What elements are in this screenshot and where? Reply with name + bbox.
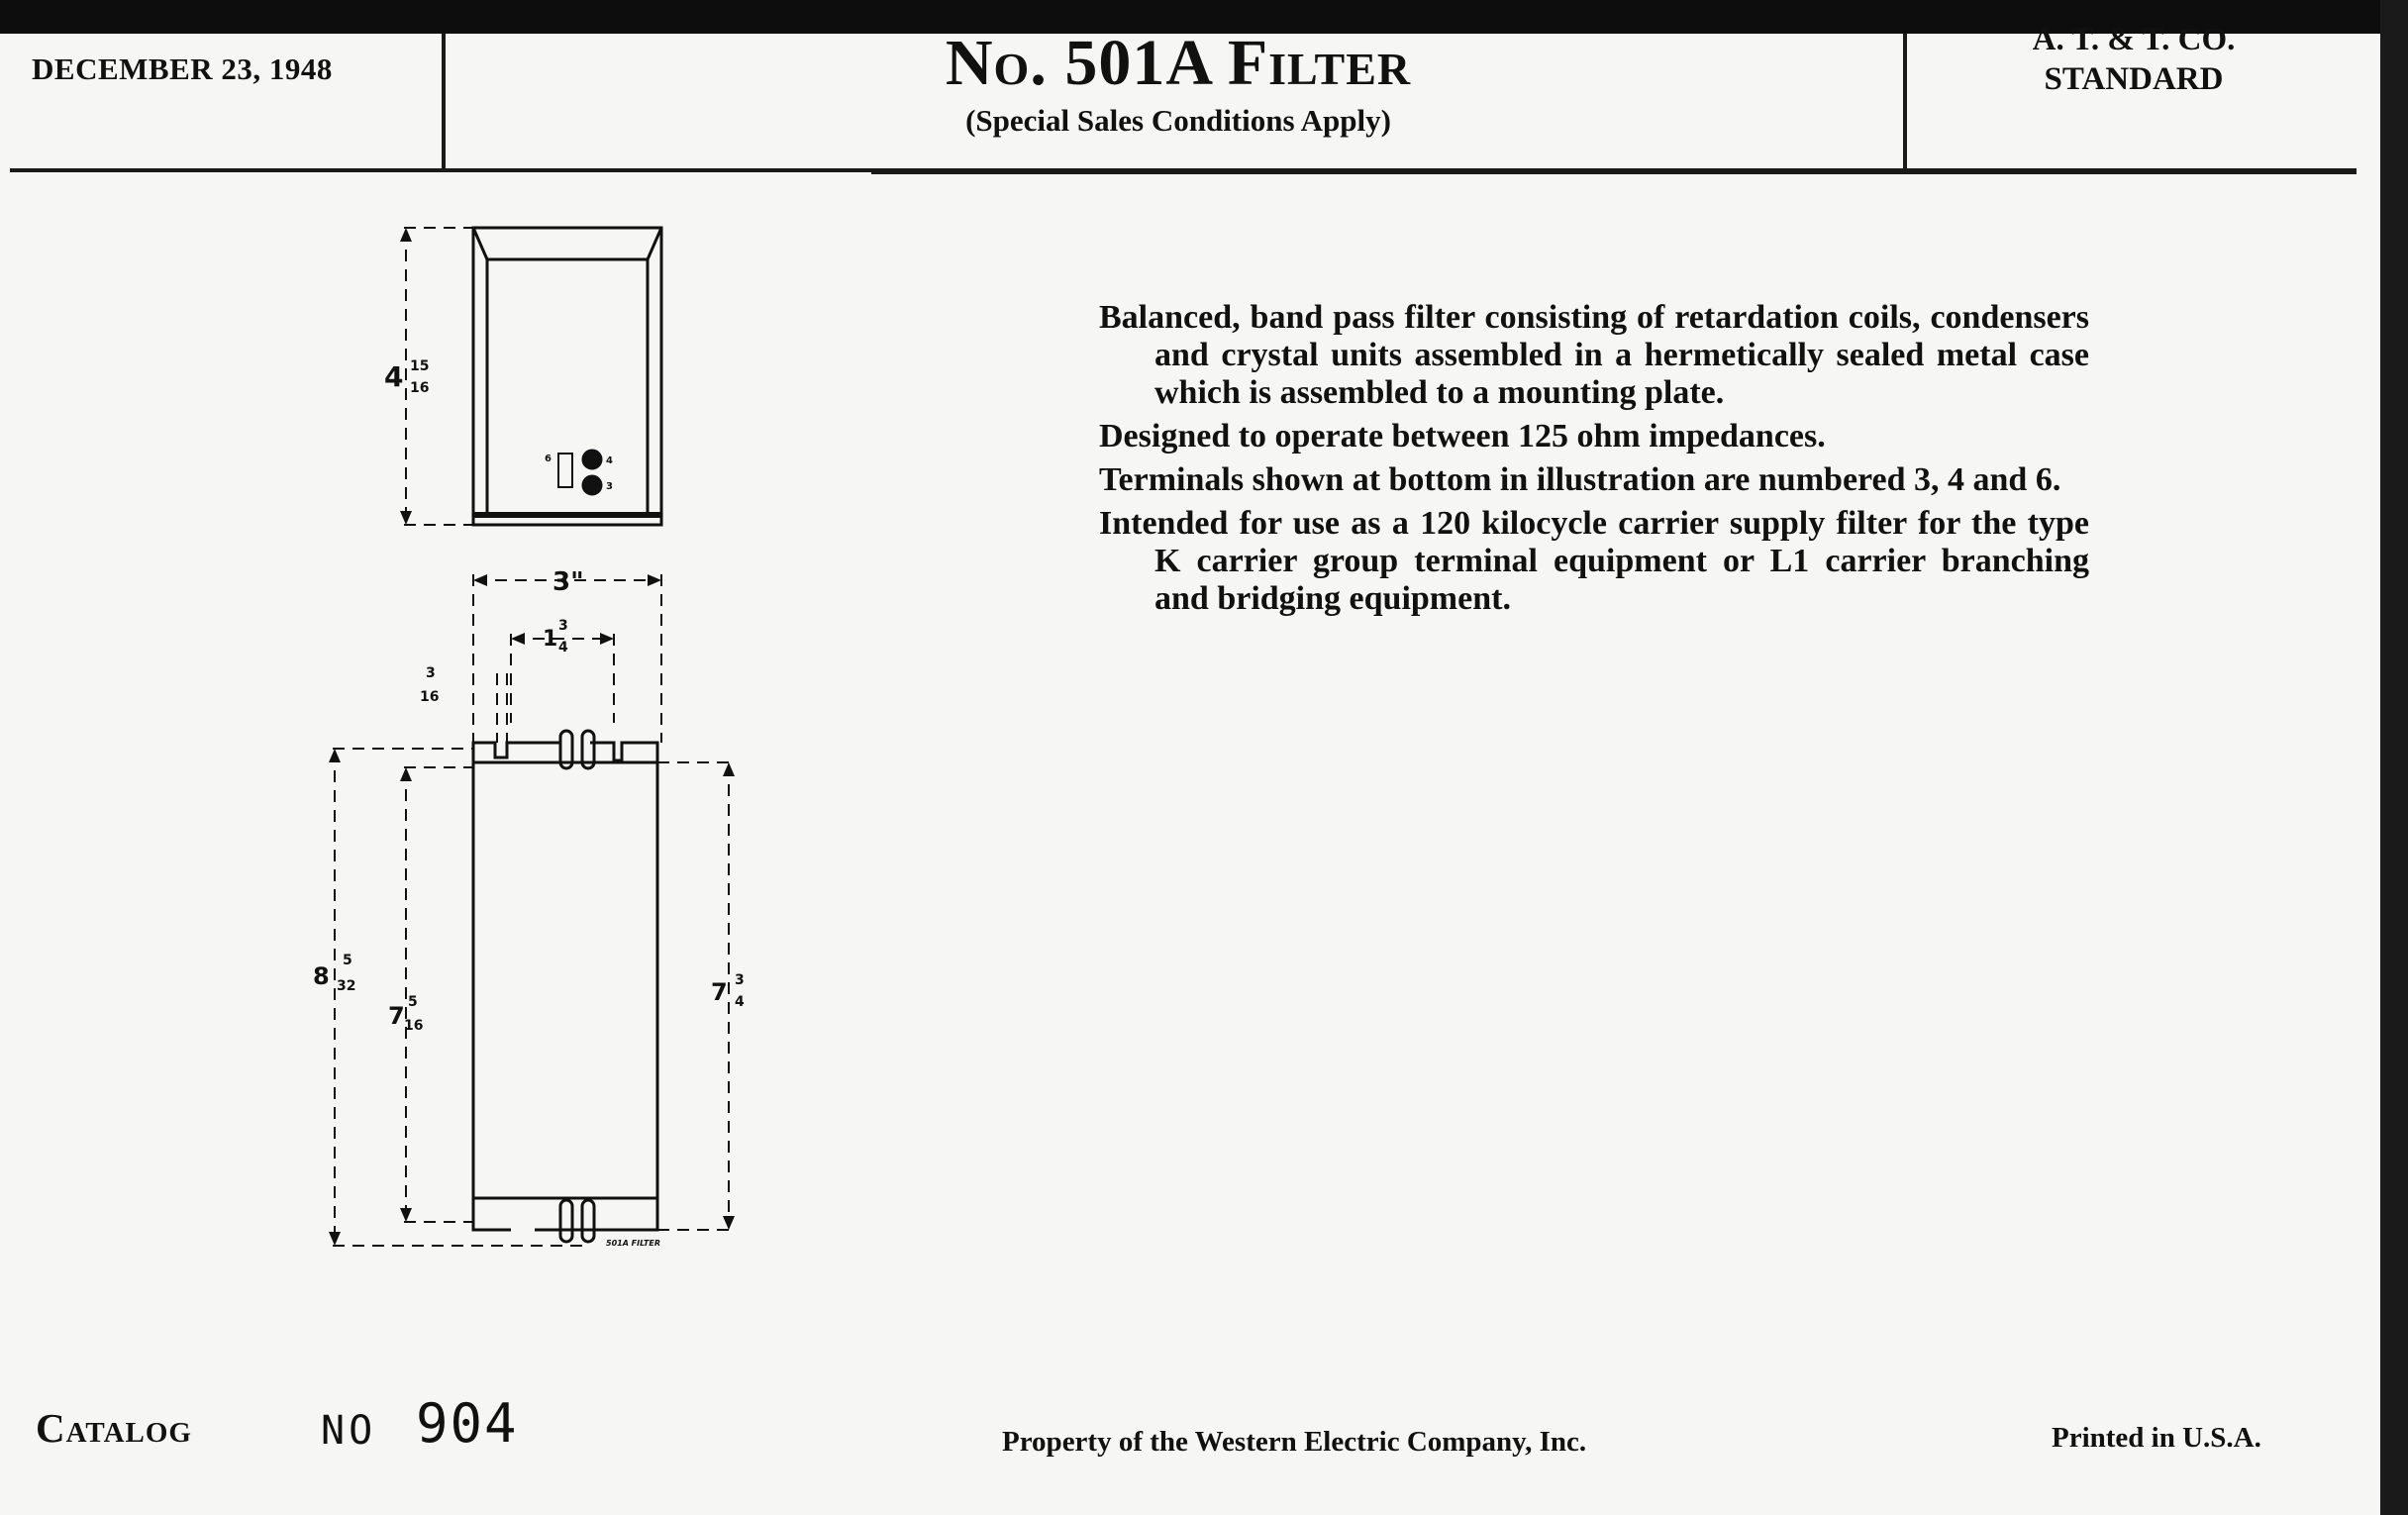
header-divider-left <box>442 34 446 172</box>
property-notice: Property of the Western Electric Company, Inc. <box>1002 1426 1587 1458</box>
front-view <box>473 731 657 1242</box>
dim-slot-spacing-den: 4 <box>558 640 568 656</box>
catalog-label: Catalog <box>36 1405 192 1451</box>
catalog-number: 904 <box>416 1392 519 1455</box>
terminal-label: 3 <box>606 481 613 492</box>
printed-notice: Printed in U.S.A. <box>2052 1422 2261 1454</box>
dim-overall-den: 32 <box>337 978 356 994</box>
dim-top-height-num: 15 <box>410 358 430 374</box>
terminal-label: 4 <box>606 455 613 466</box>
dim-mount-num: 3 <box>735 972 745 988</box>
terminal-label: 6 <box>545 454 552 464</box>
dim-case-whole: 7 <box>388 1002 405 1030</box>
dim-case-num: 5 <box>408 994 418 1010</box>
description <box>1099 299 2089 624</box>
top-view <box>473 228 661 525</box>
front-dimensions <box>333 574 731 1246</box>
drawing-caption: 501A FILTER <box>606 1239 660 1248</box>
standard-block <box>1911 20 2357 99</box>
dim-top-height-whole: 4 <box>384 360 404 393</box>
dim-slot-width-num: 3 <box>426 665 436 681</box>
dim-top-height-den: 16 <box>410 380 430 396</box>
dim-slot-spacing-num: 3 <box>558 618 568 634</box>
catalog-no-label: NO <box>321 1408 377 1454</box>
filter-drawing <box>287 208 812 1258</box>
description-paragraph: Terminals shown at bottom in illustration are numbered 3, 4 and 6. <box>1099 461 2061 498</box>
dim-slot-spacing-whole: 1 <box>543 627 558 652</box>
description-paragraph: Intended for use as a 120 kilocycle carrier supply filter for the type K carrier group terminal equipment or L1 carrier branching and bridging equipment. <box>1099 505 2089 617</box>
dim-overall-whole: 8 <box>313 962 330 990</box>
description-paragraph: Designed to operate between 125 ohm impedances. <box>1099 418 1826 454</box>
top-height-dimension <box>404 228 473 525</box>
page-subtitle: (Special Sales Conditions Apply) <box>965 103 1391 138</box>
dim-case-den: 16 <box>404 1018 424 1034</box>
dim-mount-den: 4 <box>735 994 745 1010</box>
description-paragraph: Balanced, band pass filter consisting of retardation coils, condensers and crystal units assembled in a hermetically sealed metal case which is assembled to a mounting plate. <box>1099 299 2089 411</box>
standard-line-1: A. T. & T. CO. <box>2032 22 2236 57</box>
standard-line-2: STANDARD <box>2044 61 2224 97</box>
scan-edge <box>2380 0 2408 1515</box>
date: DECEMBER 23, 1948 <box>32 51 333 86</box>
header-rule-thin <box>871 172 2357 174</box>
dim-overall-num: 5 <box>343 953 352 968</box>
dim-width: 3" <box>552 567 584 597</box>
header-divider-right <box>1903 34 1907 168</box>
dim-slot-width-den: 16 <box>420 689 440 705</box>
page-title: No. 501A Filter <box>945 27 1412 99</box>
dim-mount-whole: 7 <box>711 978 728 1006</box>
